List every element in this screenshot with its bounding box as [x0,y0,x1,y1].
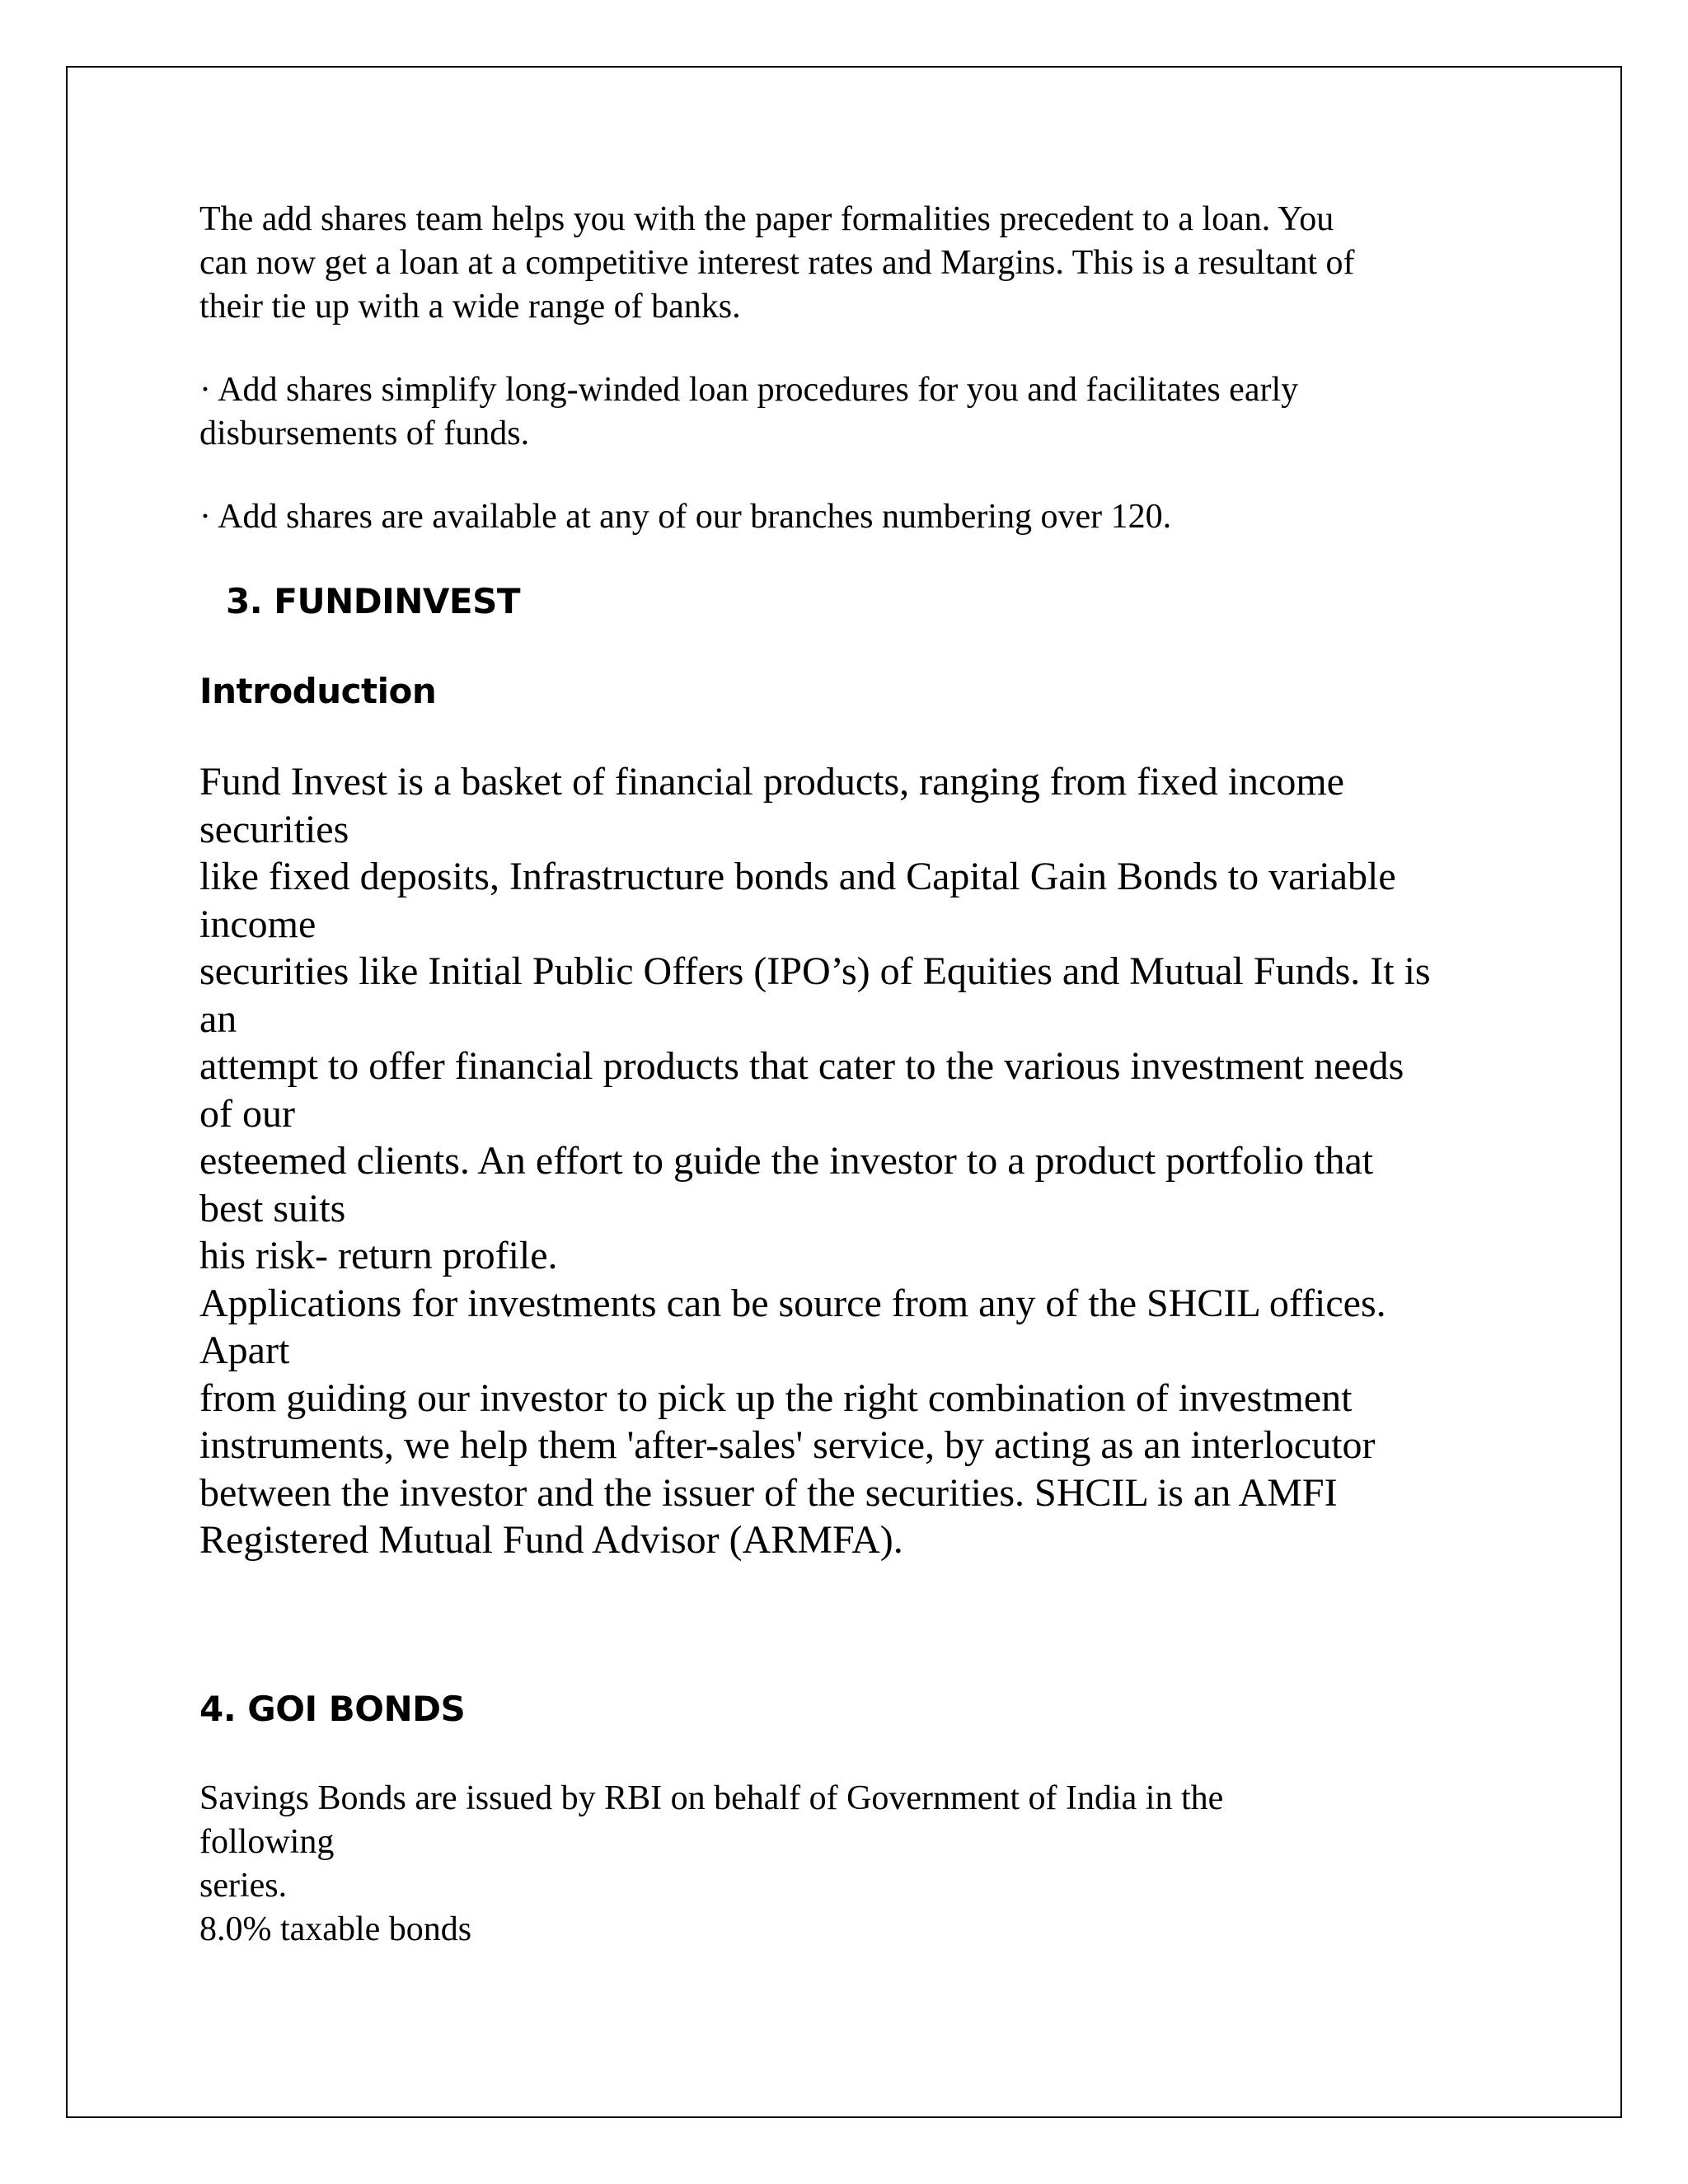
fundinvest-paragraph [199,758,1518,1564]
paragraph-line: 8.0% taxable bonds [199,1910,472,1948]
paragraph-line: Savings Bonds are issued by RBI on behalf of Government of India in the [199,1779,1224,1817]
section-4-heading: 4. GOI BONDS [199,1688,466,1729]
bullet-item [199,495,1518,539]
paragraph-line: series. [199,1866,288,1905]
intro-line: can now get a loan at a competitive interest rates and Margins. This is a resultant of [199,244,1355,282]
paragraph-line: Fund Invest is a basket of financial products, ranging from fixed income [199,760,1344,804]
bullet-line: · Add shares simplify long-winded loan procedures for you and facilitates early [199,371,1299,409]
paragraph-line: Registered Mutual Fund Advisor (ARMFA). [199,1518,903,1562]
paragraph-line: best suits [199,1186,346,1230]
paragraph-line: Applications for investments can be source from any of the SHCIL offices. [199,1281,1386,1325]
intro-line: their tie up with a wide range of banks. [199,288,741,326]
paragraph-line: securities like Initial Public Offers (IPO’s) of Equities and Mutual Funds. It is [199,949,1431,993]
section-3-subheading: Introduction [199,671,437,711]
intro-paragraph [199,198,1518,329]
paragraph-line: from guiding our investor to pick up the right combination of investment [199,1376,1353,1420]
paragraph-line: attempt to offer financial products that cater to the various investment needs [199,1044,1404,1088]
paragraph-line: between the investor and the issuer of the securities. SHCIL is an AMFI [199,1470,1338,1515]
section-3-heading: 3. FUNDINVEST [226,581,520,621]
paragraph-line: an [199,996,237,1041]
paragraph-line: Apart [199,1329,290,1372]
paragraph-line: like fixed deposits, Infrastructure bonds and Capital Gain Bonds to variable [199,855,1396,898]
document-body [199,198,1518,1952]
paragraph-line: income [199,902,316,946]
bullet-line: · Add shares are available at any of our branches numbering over 120. [199,498,1172,536]
paragraph-line: esteemed clients. An effort to guide the investor to a product portfolio that [199,1139,1374,1183]
paragraph-line: his risk- return profile. [199,1234,558,1277]
bullet-line: disbursements of funds. [199,415,530,452]
paragraph-line: of our [199,1091,295,1136]
paragraph-line: instruments, we help them 'after-sales' service, by acting as an interlocutor [199,1423,1376,1467]
intro-line: The add shares team helps you with the paper formalities precedent to a loan. You [199,200,1334,238]
bullet-item [199,368,1518,456]
paragraph-line: following [199,1822,335,1861]
goi-bonds-paragraph [199,1777,1518,1952]
paragraph-line: securities [199,807,349,851]
